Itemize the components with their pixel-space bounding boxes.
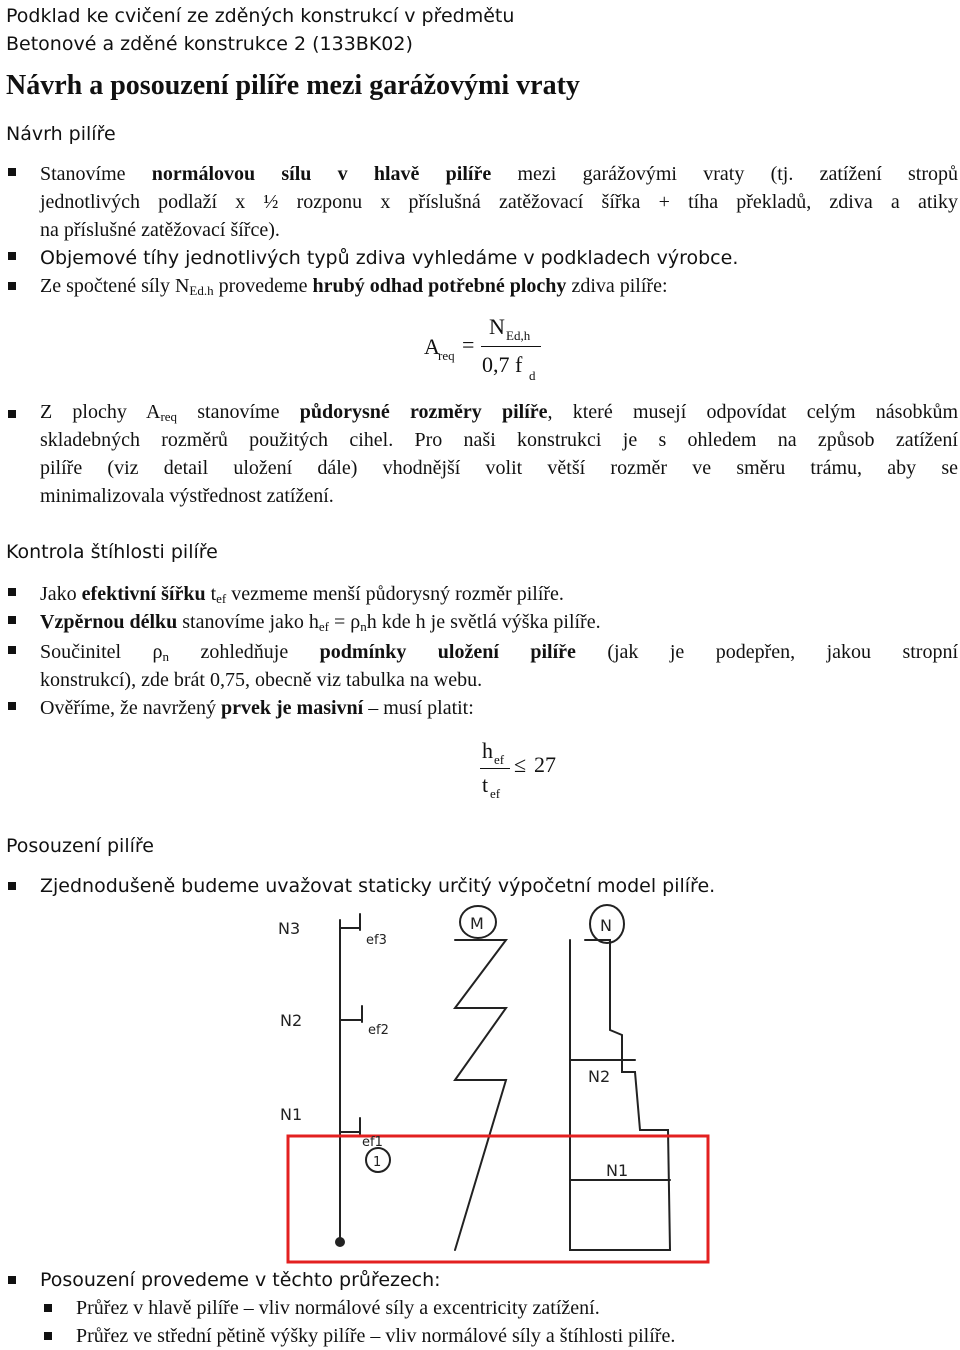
bullet-icon xyxy=(8,252,16,260)
text-run-bold: efektivní šířku xyxy=(81,583,206,605)
paragraph-line: konstrukcí), zde brát 0,75, obecně viz tabulka na webu. xyxy=(40,669,483,691)
paragraph-line: minimalizovala výstřednost zatížení. xyxy=(40,485,334,507)
sketch-label-circle-1: 1 xyxy=(373,1155,382,1170)
formula-slenderness xyxy=(476,736,596,802)
text-run-bold: půdorysné rozměry pilíře xyxy=(299,401,548,423)
formula-den-sub: d xyxy=(529,368,536,383)
formula-num: h xyxy=(482,738,493,763)
subscript: Ed.h xyxy=(189,283,214,298)
paragraph-line: Posouzení provedeme v těchto průřezech: xyxy=(40,1269,441,1291)
paragraph-line: pilíře (viz detail uložení dále) vhodnější volit větší rozměr ve směru trámu, aby se xyxy=(40,457,958,479)
text-run-bold: hrubý odhad potřebné plochy xyxy=(312,275,567,297)
sketch-label-ef1: ef1 xyxy=(362,1135,383,1150)
text-run: Součinitel ρ xyxy=(40,641,163,663)
text-run: stanovíme xyxy=(177,401,300,423)
text-run-bold: normálovou sílu v hlavě pilíře xyxy=(151,163,492,185)
sketch-label-diag-N1: N1 xyxy=(606,1161,629,1180)
text-run-bold: prvek je masivní xyxy=(221,697,364,719)
bullet-icon xyxy=(8,616,16,624)
fraction-bar xyxy=(481,346,541,347)
paragraph-line xyxy=(40,608,958,641)
sketch-label-N3: N3 xyxy=(278,919,301,938)
formula-area-req xyxy=(420,312,560,384)
bullet-icon xyxy=(8,282,16,290)
paragraph-line xyxy=(40,160,958,188)
section-heading-stihlost: Kontrola štíhlosti pilíře xyxy=(6,541,218,563)
paragraph-line: na příslušné zatěžovací šířce). xyxy=(40,219,280,241)
page-title: Návrh a posouzení pilíře mezi garážovými vraty xyxy=(6,70,580,101)
text-run: provedeme xyxy=(213,275,313,297)
formula-num-sub: ef xyxy=(494,752,505,767)
text-run: stanovíme jako h xyxy=(177,611,319,633)
paragraph-line xyxy=(40,272,958,305)
bullet-icon xyxy=(8,588,16,596)
text-run: Ověříme, že navržený xyxy=(40,697,222,719)
text-run-bold: Vzpěrnou délku xyxy=(40,611,178,633)
subscript: ef xyxy=(318,619,329,634)
doc-header-line2: Betonové a zděné konstrukce 2 (133BK02) xyxy=(6,33,413,55)
moment-diagram xyxy=(455,940,506,1250)
subscript: ef xyxy=(216,591,227,606)
text-run: zohledňuje xyxy=(169,641,320,663)
paragraph-line: Zjednodušeně budeme uvažovat staticky určitý výpočetní model pilíře. xyxy=(40,875,716,897)
text-run: (jak je podepřen, jakou stropní xyxy=(575,641,959,663)
section-heading-navrh: Návrh pilíře xyxy=(6,123,116,145)
formula-lhs-sub: req xyxy=(438,348,455,363)
text-run: zdiva pilíře: xyxy=(566,275,668,297)
formula-eq: = xyxy=(462,332,475,357)
static-model-sketch xyxy=(270,900,710,1266)
sketch-label-M: M xyxy=(470,914,484,933)
sub-list-item: Průřez ve střední pětině výšky pilíře – vliv normálové síly a štíhlosti pilíře. xyxy=(76,1325,676,1347)
text-run: Stanovíme xyxy=(40,163,152,185)
bullet-icon xyxy=(8,702,16,710)
sketch-label-N: N xyxy=(600,916,612,935)
paragraph-line xyxy=(40,694,958,722)
text-run-bold: podmínky uložení pilíře xyxy=(319,641,576,663)
bullet-icon xyxy=(8,882,16,890)
text-run: Z plochy A xyxy=(40,401,161,423)
bullet-icon xyxy=(44,1332,52,1340)
subscript: n xyxy=(162,649,170,664)
formula-den: t xyxy=(482,772,489,797)
paragraph-line: jednotlivých podlaží x ½ rozponu x příslušná zatěžovací šířka + tíha překladů, zdiva a atiky xyxy=(40,191,958,213)
sketch-label-N2: N2 xyxy=(280,1011,303,1030)
text-run: Jako xyxy=(40,583,82,605)
formula-den: 0,7 f xyxy=(482,352,523,377)
paragraph-line: Objemové tíhy jednotlivých typů zdiva vyhledáme v podkladech výrobce. xyxy=(40,247,739,269)
paragraph-line: skladebných rozměrů použitých cihel. Pro naši konstrukci je s ohledem na způsob zatížení xyxy=(40,429,958,451)
text-run: = ρ xyxy=(329,611,361,633)
bullet-icon xyxy=(8,168,16,176)
formula-rel: ≤ xyxy=(514,752,527,777)
subscript: req xyxy=(160,409,178,424)
normal-force-diagram xyxy=(570,940,670,1250)
text-run: – musí platit: xyxy=(363,697,474,719)
highlight-rect xyxy=(288,1136,708,1262)
sketch-label-N1: N1 xyxy=(280,1105,303,1124)
subscript: n xyxy=(360,619,367,634)
sub-list-item: Průřez v hlavě pilíře – vliv normálové síly a excentricity zatížení. xyxy=(76,1297,600,1319)
formula-den-sub: ef xyxy=(490,786,501,801)
formula-num-sub: Ed,h xyxy=(506,328,531,343)
formula-num: N xyxy=(489,314,505,339)
section-heading-posouzeni: Posouzení pilíře xyxy=(6,835,154,857)
support-node xyxy=(336,1238,344,1246)
sketch-label-diag-N2: N2 xyxy=(588,1067,611,1086)
text-run: h kde h je světlá výška pilíře. xyxy=(366,611,601,633)
fraction-bar xyxy=(480,768,510,769)
doc-header-line1: Podklad ke cvičení ze zděných konstrukcí v předmětu xyxy=(6,5,515,27)
bullet-icon xyxy=(8,410,16,418)
bullet-icon xyxy=(8,646,16,654)
formula-rhs: 27 xyxy=(534,752,556,777)
text-run: mezi garážovými vraty (tj. zatížení stropů xyxy=(491,163,958,185)
text-run: t xyxy=(205,583,217,605)
text-run: Ze spočtené síly N xyxy=(40,275,190,297)
sketch-label-ef2: ef2 xyxy=(368,1023,389,1038)
bullet-icon xyxy=(44,1304,52,1312)
text-run: , které musejí odpovídat celým násobkům xyxy=(547,401,958,423)
text-run: vezmeme menší půdorysný rozměr pilíře. xyxy=(226,583,564,605)
bullet-icon xyxy=(8,1276,16,1284)
formula-lhs: A xyxy=(424,334,440,359)
sketch-label-ef3: ef3 xyxy=(366,933,387,948)
